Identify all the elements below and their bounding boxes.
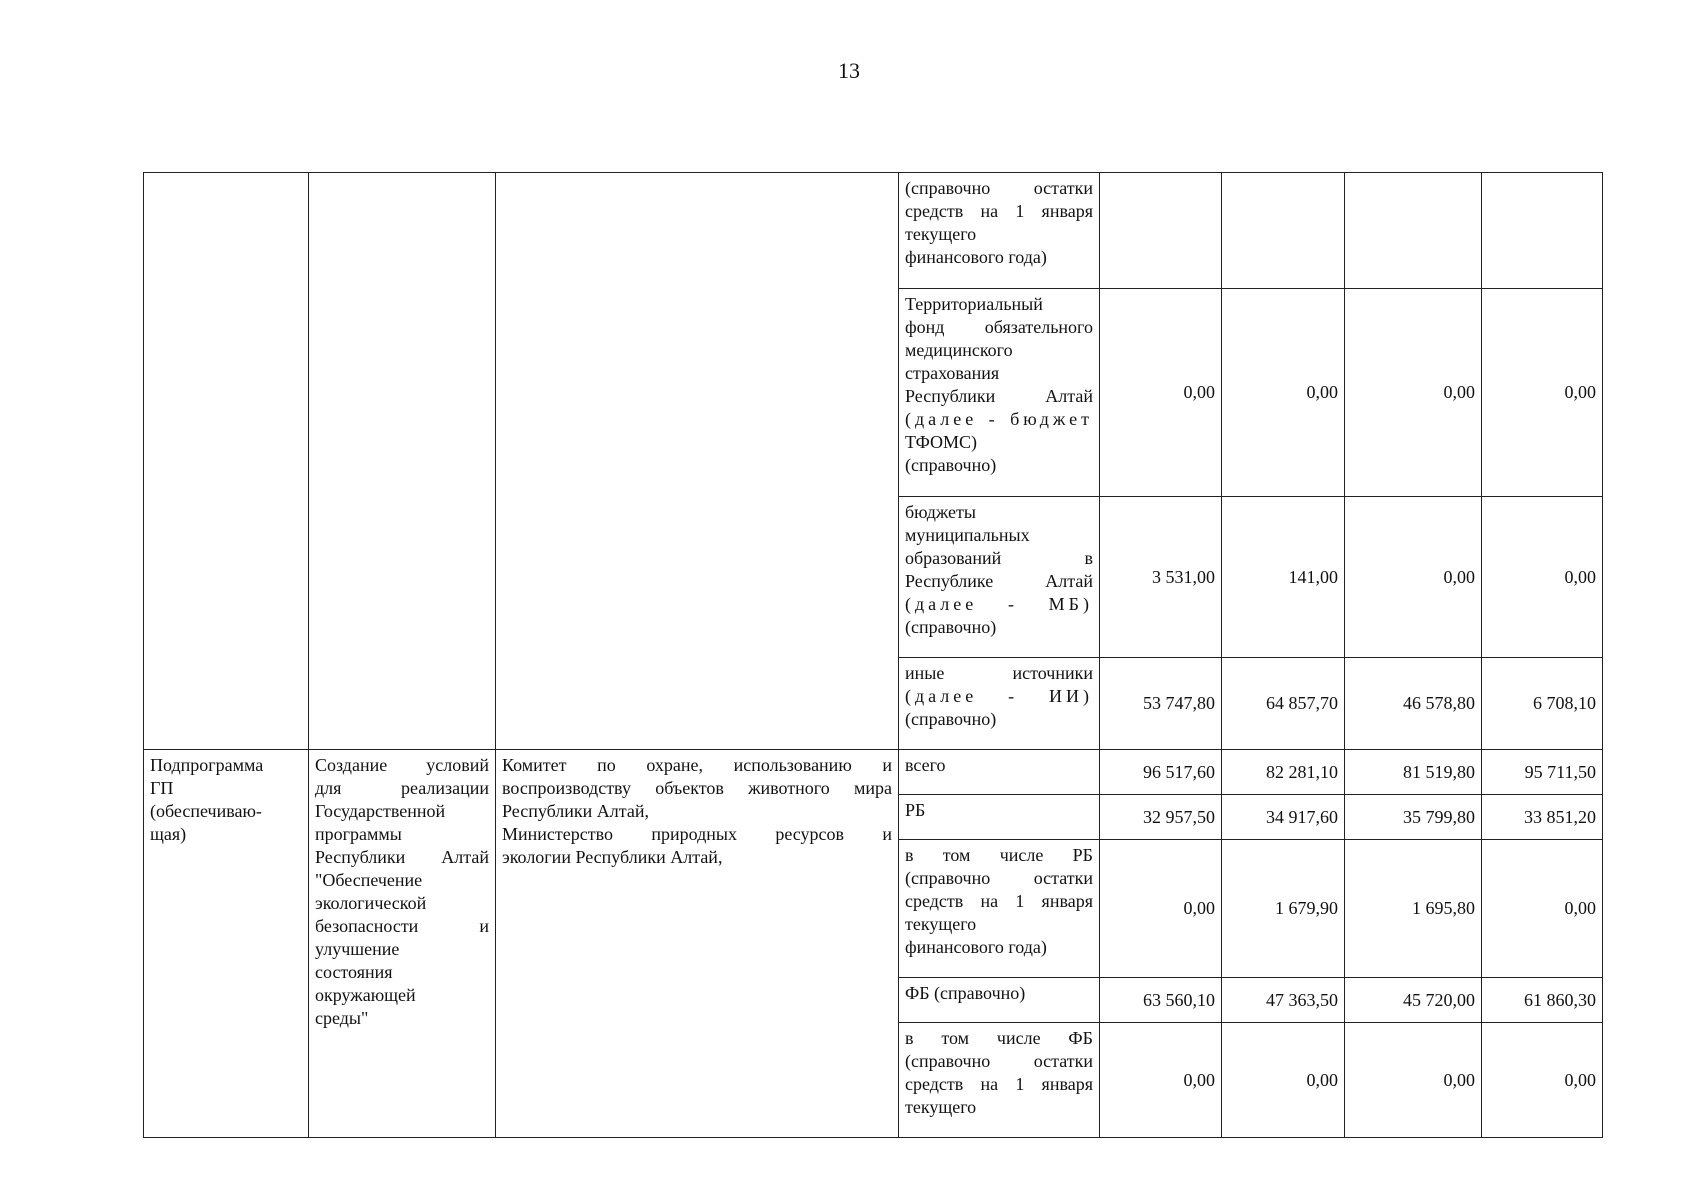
source-cell-rb-remains-tail: (справочно остатки средств на 1 января текущего финансового года) [899, 173, 1100, 289]
value-cell: 81 519,80 [1345, 750, 1482, 795]
source-cell-total: всего [899, 750, 1100, 795]
value-cell: 0,00 [1482, 840, 1603, 978]
subprogram-executor-cell: Комитет по охране, использованию и воспроизводству объектов животного мира Республики Алтай, Министерство природных ресурсов и экологии Республики Алтай, [496, 750, 899, 1138]
value-cell: 0,00 [1482, 497, 1603, 658]
value-cell: 63 560,10 [1100, 978, 1222, 1023]
value-cell: 96 517,60 [1100, 750, 1222, 795]
value-cell: 1 679,90 [1222, 840, 1345, 978]
value-cell [1482, 173, 1603, 289]
source-cell-fb-remains: в том числе ФБ (справочно остатки средств на 1 января текущего [899, 1023, 1100, 1138]
value-cell [1100, 173, 1222, 289]
value-cell: 82 281,10 [1222, 750, 1345, 795]
value-cell: 95 711,50 [1482, 750, 1603, 795]
subprogram-type-cell: Подпрограмма ГП (обеспечиваю- щая) [144, 750, 309, 1138]
value-cell: 0,00 [1482, 1023, 1603, 1138]
value-cell: 53 747,80 [1100, 658, 1222, 750]
value-cell: 34 917,60 [1222, 795, 1345, 840]
value-cell: 141,00 [1222, 497, 1345, 658]
source-cell-mb: бюджеты муниципальных образований в Республике Алтай (далее - МБ) (справочно) [899, 497, 1100, 658]
value-cell: 3 531,00 [1100, 497, 1222, 658]
value-cell: 0,00 [1345, 497, 1482, 658]
value-cell: 47 363,50 [1222, 978, 1345, 1023]
value-cell: 32 957,50 [1100, 795, 1222, 840]
value-cell: 35 799,80 [1345, 795, 1482, 840]
value-cell: 0,00 [1482, 289, 1603, 497]
value-cell: 46 578,80 [1345, 658, 1482, 750]
source-cell-rb-remains: в том числе РБ (справочно остатки средств на 1 января текущего финансового года) [899, 840, 1100, 978]
table-row [144, 173, 1603, 289]
value-cell: 0,00 [1345, 289, 1482, 497]
source-cell-ii: иные источники (далее - ИИ) (справочно) [899, 658, 1100, 750]
cell-empty-executor [496, 173, 899, 750]
value-cell: 45 720,00 [1345, 978, 1482, 1023]
value-cell: 0,00 [1345, 1023, 1482, 1138]
value-cell: 0,00 [1100, 1023, 1222, 1138]
subprogram-name-cell: Создание условий для реализации Государственной программы Республики Алтай "Обеспечение экологической безопасности и улучшение состояния окружающей среды" [309, 750, 496, 1138]
cell-empty-type [144, 173, 309, 750]
value-cell [1222, 173, 1345, 289]
source-cell-fb: ФБ (справочно) [899, 978, 1100, 1023]
value-cell: 0,00 [1100, 289, 1222, 497]
source-cell-tfoms: Территориальный фонд обязательного медицинского страхования Республики Алтай (далее - бюджет ТФОМС) (справочно) [899, 289, 1100, 497]
budget-table [143, 172, 1603, 1138]
value-cell: 33 851,20 [1482, 795, 1603, 840]
value-cell [1345, 173, 1482, 289]
value-cell: 61 860,30 [1482, 978, 1603, 1023]
cell-empty-name [309, 173, 496, 750]
value-cell: 0,00 [1222, 1023, 1345, 1138]
table-row [144, 750, 1603, 795]
value-cell: 64 857,70 [1222, 658, 1345, 750]
value-cell: 6 708,10 [1482, 658, 1603, 750]
value-cell: 0,00 [1222, 289, 1345, 497]
value-cell: 1 695,80 [1345, 840, 1482, 978]
source-cell-rb: РБ [899, 795, 1100, 840]
page-number: 13 [838, 58, 860, 83]
value-cell: 0,00 [1100, 840, 1222, 978]
